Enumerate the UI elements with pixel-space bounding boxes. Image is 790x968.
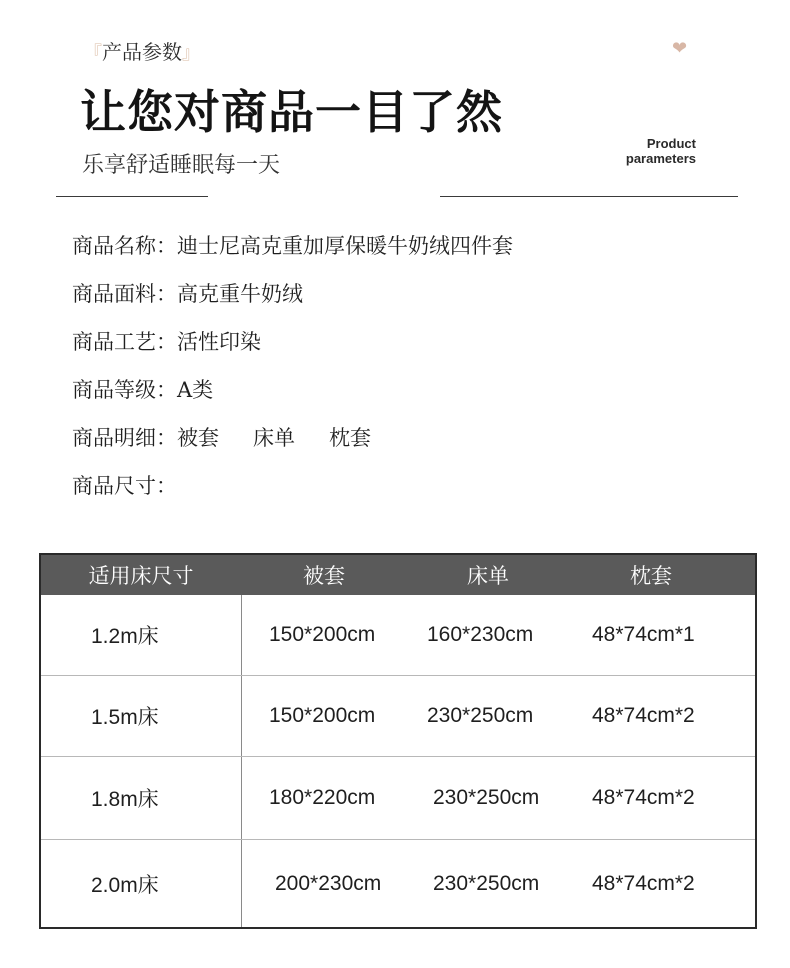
param-row-details <box>72 422 513 470</box>
param-label: 商品工艺： <box>72 330 177 354</box>
param-row-size <box>72 470 513 518</box>
table-cell: 48*74cm*2 <box>592 871 695 895</box>
page-subtitle: 乐享舒适睡眠每一天 <box>82 153 281 178</box>
param-row-grade <box>72 374 513 422</box>
param-label: 商品面料： <box>72 282 177 306</box>
table-cell: 1.5m床 <box>91 706 159 729</box>
size-table <box>39 553 757 929</box>
param-row-fabric <box>72 278 513 326</box>
bracket-open: 『 <box>84 43 102 64</box>
table-header-cell: 床单 <box>467 564 509 588</box>
param-label: 商品明细： <box>72 426 177 450</box>
param-value: 迪士尼高克重加厚保暖牛奶绒四件套 <box>177 234 513 258</box>
param-label: 商品名称： <box>72 234 177 258</box>
table-cell: 1.2m床 <box>91 625 159 648</box>
param-row-craft <box>72 326 513 374</box>
divider-right <box>440 196 738 197</box>
table-header-cell: 被套 <box>303 564 345 588</box>
english-label <box>600 136 696 166</box>
table-cell: 2.0m床 <box>91 873 159 897</box>
table-row <box>41 595 755 675</box>
table-cell: 230*250cm <box>433 871 540 895</box>
table-header-cell: 适用床尺寸 <box>88 564 194 588</box>
table-cell: 48*74cm*2 <box>592 704 695 727</box>
table-cell: 230*250cm <box>433 786 540 809</box>
table-row <box>41 676 755 756</box>
param-list <box>72 230 513 518</box>
english-label-line1: Product <box>646 136 696 151</box>
param-value: 高克重牛奶绒 <box>177 282 303 306</box>
divider-left <box>56 196 208 197</box>
section-tag-label: 产品参数 <box>102 40 182 64</box>
table-cell: 200*230cm <box>275 871 382 895</box>
english-label-line2: parameters <box>625 151 696 166</box>
param-value: A类 <box>177 378 214 402</box>
table-cell: 230*250cm <box>427 704 534 727</box>
heart-icon: ❤ <box>672 38 688 59</box>
table-cell: 1.8m床 <box>91 788 159 811</box>
table-cell: 150*200cm <box>269 623 376 646</box>
param-value: 床单 <box>253 426 295 450</box>
table-cell: 48*74cm*1 <box>592 623 695 646</box>
table-cell: 160*230cm <box>427 623 534 646</box>
table-cell: 180*220cm <box>269 786 376 809</box>
param-row-name <box>72 230 513 278</box>
table-header-cell: 枕套 <box>630 564 672 588</box>
param-value: 枕套 <box>329 426 371 450</box>
param-label: 商品尺寸： <box>72 474 177 498</box>
page-title: 让您对商品一目了然 <box>80 85 503 139</box>
table-cell: 48*74cm*2 <box>592 786 695 809</box>
section-tag <box>84 36 200 65</box>
param-value: 被套 <box>177 426 219 450</box>
table-row <box>41 757 755 839</box>
param-value: 活性印染 <box>177 330 261 354</box>
param-label: 商品等级： <box>72 378 177 402</box>
table-row <box>41 840 755 927</box>
bracket-close: 』 <box>182 43 200 64</box>
table-cell: 150*200cm <box>269 704 376 727</box>
table-header <box>41 555 755 595</box>
